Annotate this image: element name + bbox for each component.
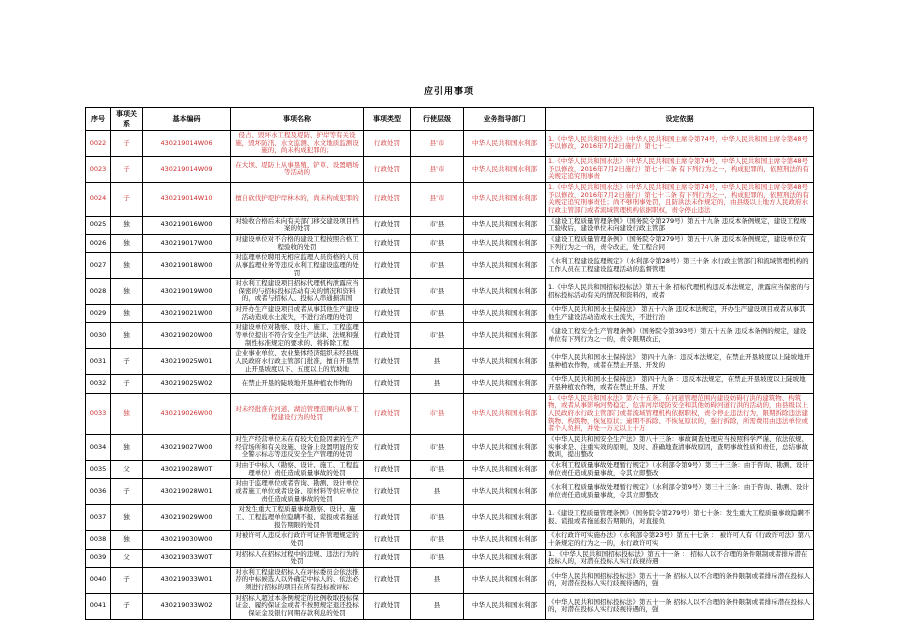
cell-type: 行政处罚 — [364, 305, 411, 323]
cell-level: 市'县 — [411, 531, 464, 549]
table-row — [86, 234, 814, 252]
cell-relation: 独 — [111, 305, 143, 323]
cell-type: 行政处罚 — [364, 375, 411, 393]
table-row — [86, 567, 814, 593]
cell-relation: 独 — [111, 323, 143, 349]
table-row — [86, 531, 814, 549]
cell-name: 对由于监理单位或者咨询、勘测、设计单位或者施工单位或者设备、原材料等供应单位责任造成质量事故的处罚 — [231, 479, 364, 505]
cell-relation: 子 — [111, 375, 143, 393]
cell-id: 0037 — [86, 505, 111, 531]
cell-dept: 中华人民共和国水利部 — [464, 279, 546, 305]
cell-relation: 独 — [111, 253, 143, 279]
cell-dept: 中华人民共和国水利部 — [464, 393, 546, 434]
cell-type: 行政处罚 — [364, 505, 411, 531]
table-row — [86, 549, 814, 567]
cell-relation: 独 — [111, 279, 143, 305]
cell-id: 0028 — [86, 279, 111, 305]
cell-id: 0030 — [86, 323, 111, 349]
cell-code: 430219033W01 — [143, 567, 231, 593]
cell-relation: 子 — [111, 131, 143, 157]
cell-basis: 《水利工程质量事故处理暂行规定》（水利部令第9号）第三十三条：由于咨询、勘测、设计单位责任造成质量事故，令其立即整改 — [546, 479, 814, 505]
cell-basis: 1.《中华人民共和国招标投标法》第五十条 招标代理机构违反本法规定，泄露应当保密的与招标投标活动有关的情况和资料的，或者 — [546, 279, 814, 305]
cell-relation: 独 — [111, 531, 143, 549]
cell-level: 县 — [411, 375, 464, 393]
cell-level: 县'市 — [411, 131, 464, 157]
cell-basis: 《建设工程质量管理条例》（国务院令第279号）第五十八条 违反本条例规定，建设单位有下列行为之一的，责令改正，处工程合同 — [546, 234, 814, 252]
cell-id: 0027 — [86, 253, 111, 279]
header-basis: 设定依据 — [546, 108, 814, 131]
cell-dept: 中华人民共和国水利部 — [464, 593, 546, 619]
cell-type: 行政处罚 — [364, 131, 411, 157]
cell-name: 对水利工程建设项目招标代理机构泄露应当保密的与招标投标活动有关的情况和资料的，或者与招标人、投标人串通损害国 — [231, 279, 364, 305]
table-row — [86, 505, 814, 531]
cell-code: 430219025W02 — [143, 375, 231, 393]
cell-level: 市'县 — [411, 434, 464, 460]
cell-basis: 《中华人民共和国招标投标法》第五十一条 招标人以不合理的条件限制或者排斥潜在投标人的，对潜在投标人实行歧视待遇的，强 — [546, 593, 814, 619]
cell-level: 市'县 — [411, 216, 464, 234]
cell-level: 县 — [411, 593, 464, 619]
cell-basis: 《中华人民共和国安全生产法》第八十三条：事故调查处理应当按照科学严谨、依法依规、实事求是、注重实效的原则，及时、准确地查清事故原因，查明事故性质和责任，总结事故教训，提出整改 — [546, 434, 814, 460]
cell-level: 县 — [411, 567, 464, 593]
cell-level: 市'县 — [411, 460, 464, 478]
cell-relation: 子 — [111, 593, 143, 619]
cell-dept: 中华人民共和国水利部 — [464, 323, 546, 349]
cell-basis: 《中华人民共和国水土保持法》 第四十九条 ：违反本法规定，在禁止开垦坡度以上陡坡地开垦种植农作物，或者在禁止开垦、开发 — [546, 375, 814, 393]
cell-type: 行政处罚 — [364, 549, 411, 567]
cell-code: 430219014W06 — [143, 131, 231, 157]
table-row — [86, 279, 814, 305]
cell-code: 430219020W00 — [143, 323, 231, 349]
table-body — [86, 131, 814, 620]
header-type: 事项类型 — [364, 108, 411, 131]
cell-code: 430219016W00 — [143, 216, 231, 234]
cell-name: 对由于中标人（勘察、设计、施工、工程监理单位）责任造成质量事故的处罚 — [231, 460, 364, 478]
cell-dept: 中华人民共和国水利部 — [464, 479, 546, 505]
cell-id: 0041 — [86, 593, 111, 619]
cell-id: 0025 — [86, 216, 111, 234]
cell-level: 县 — [411, 479, 464, 505]
table-row — [86, 323, 814, 349]
cell-relation: 子 — [111, 349, 143, 375]
cell-basis: 《水行政许可实施办法》（水利部令第23号）第五十七条 ： 被许可人有《行政许可法》第八十条规定的行为之一的，水行政许可实 — [546, 531, 814, 549]
cell-relation: 子 — [111, 182, 143, 216]
cell-basis: 《水利工程建设监理规定》（水利部令第28号）第三十条 水行政主管部门和流域管理机构的工作人员在工程建设监理活动的监督管理 — [546, 253, 814, 279]
header-name: 事项名称 — [231, 108, 364, 131]
cell-code: 430219018W00 — [143, 253, 231, 279]
cell-level: 县'市 — [411, 182, 464, 216]
cell-level: 市'县 — [411, 234, 464, 252]
cell-level: 市'县 — [411, 305, 464, 323]
cell-name: 对未经批准在河道、湖泊管理范围内从事工程建设行为的处罚 — [231, 393, 364, 434]
cell-id: 0040 — [86, 567, 111, 593]
cell-name: 在禁止开垦的陡坡地开垦种植农作物的 — [231, 375, 364, 393]
cell-relation: 子 — [111, 567, 143, 593]
table-row — [86, 434, 814, 460]
cell-type: 行政处罚 — [364, 234, 411, 252]
items-table — [85, 107, 814, 620]
cell-basis: 1. 《中华人民共和国招标投标法》第五十一条 ： 招标人以不合理的条件限制或者排斥潜在投标人的，对潜在投标人实行歧视待遇 — [546, 549, 814, 567]
cell-dept: 中华人民共和国水利部 — [464, 349, 546, 375]
header-level: 行使层级 — [411, 108, 464, 131]
cell-level: 市'县 — [411, 279, 464, 305]
cell-type: 行政处罚 — [364, 216, 411, 234]
cell-id: 0031 — [86, 349, 111, 375]
table-row — [86, 593, 814, 619]
cell-code: 430219021W00 — [143, 305, 231, 323]
cell-relation: 父 — [111, 460, 143, 478]
cell-type: 行政处罚 — [364, 253, 411, 279]
cell-type: 行政处罚 — [364, 531, 411, 549]
table-row — [86, 460, 814, 478]
cell-code: 430219033W02 — [143, 593, 231, 619]
cell-type: 行政处罚 — [364, 593, 411, 619]
cell-code: 430219028W01 — [143, 479, 231, 505]
cell-level: 市'县 — [411, 393, 464, 434]
cell-basis: 1.《建设工程质量管理条例》（国务院令第279号）第七十条：发生重大工程质量事故隐瞒不报、谎报或者拖延报告期限的，对直接负 — [546, 505, 814, 531]
cell-name: 侵占、毁坏水工程及堤防、护岸等有关设施，毁坏防汛、水文监测、水文地质监测设施的，尚未构成犯罪的； — [231, 131, 364, 157]
cell-code: 430219019W00 — [143, 279, 231, 305]
cell-id: 0023 — [86, 156, 111, 182]
cell-relation: 独 — [111, 234, 143, 252]
cell-relation: 独 — [111, 216, 143, 234]
table-row — [86, 216, 814, 234]
table-row — [86, 131, 814, 157]
cell-dept: 中华人民共和国水利部 — [464, 156, 546, 182]
cell-id: 0035 — [86, 460, 111, 478]
cell-code: 430219014W10 — [143, 182, 231, 216]
table-row — [86, 479, 814, 505]
cell-code: 430219014W09 — [143, 156, 231, 182]
cell-dept: 中华人民共和国水利部 — [464, 253, 546, 279]
cell-id: 0029 — [86, 305, 111, 323]
cell-dept: 中华人民共和国水利部 — [464, 531, 546, 549]
cell-name: 对发生重大工程质量事故勘察、设计、施工、工程监理单位隐瞒不报、谎报或者拖延报告期限的处罚 — [231, 505, 364, 531]
cell-relation: 独 — [111, 393, 143, 434]
cell-dept: 中华人民共和国水利部 — [464, 460, 546, 478]
cell-id: 0024 — [86, 182, 111, 216]
cell-id: 0026 — [86, 234, 111, 252]
cell-id: 0033 — [86, 393, 111, 434]
cell-name: 擅自砍伐护堤护岸林木的，尚未构成犯罪的 — [231, 182, 364, 216]
cell-code: 430219030W00 — [143, 531, 231, 549]
cell-basis: 《中华人民共和国水土保持法》 第四十九条：违反本法规定，在禁止开垦坡度以上陡坡地开垦种植农作物，或者在禁止开垦、开发的 — [546, 349, 814, 375]
cell-name: 对水利工程建设招标人在评标委员会依法推荐的中标候选人以外确定中标人的、依法必须进行招标的项目在所有投标被评标 — [231, 567, 364, 593]
cell-dept: 中华人民共和国水利部 — [464, 549, 546, 567]
cell-name: 对招标人在招标过程中的违规、违法行为的处罚 — [231, 549, 364, 567]
cell-dept: 中华人民共和国水利部 — [464, 182, 546, 216]
table-row — [86, 375, 814, 393]
header-code: 基本编码 — [143, 108, 231, 131]
cell-type: 行政处罚 — [364, 434, 411, 460]
cell-type: 行政处罚 — [364, 479, 411, 505]
table-row — [86, 305, 814, 323]
cell-basis: 《水利工程质量事故处理暂行规定》（水利部令第9号）第三十三条：由于咨询、勘测、设计单位责任造成质量事故，令其立即整改 — [546, 460, 814, 478]
cell-relation: 父 — [111, 549, 143, 567]
cell-code: 430219027W00 — [143, 434, 231, 460]
cell-name: 对被许可人违反水行政许可证件管理规定的处罚 — [231, 531, 364, 549]
cell-basis: 1.《中华人民共和国水法》第六十五条。在河道管理范围内建设妨碍行洪的建筑物、构筑物，或者从事影响河势稳定、危害河岸堤防安全和其他妨碍河道行洪的活动的，由县级以上人民政府水行政主管部门或者流域管理机构依据职权，责令停止违法行为，限期拆除违法建筑物、构筑物，恢复原状；逾期不拆除、不恢复原状的，强行拆除，所需费用由违法单位或者个人负担，并处一万元以上十万 — [546, 393, 814, 434]
cell-dept: 中华人民共和国水利部 — [464, 567, 546, 593]
cell-type: 行政处罚 — [364, 156, 411, 182]
cell-basis: 《中华人民共和国水土保持法》 第五十六条 违反本法规定，开办生产建设项目或者从事其他生产建设活动造成水土流失，不进行治 — [546, 305, 814, 323]
cell-relation: 子 — [111, 156, 143, 182]
cell-basis: 《建设工程安全生产管理条例》（国务院令第393号）第五十五条 违反本条例的规定，建设单位有下列行为之一的，责令限期改正， — [546, 323, 814, 349]
header-relation: 事项关系 — [111, 108, 143, 131]
page-title: 应引用事项 — [423, 87, 474, 97]
table-row — [86, 393, 814, 434]
cell-basis: 《中华人民共和国招标投标法》第五十一条 招标人以不合理的条件限制或者排斥潜在投标人的，对潜在投标人实行歧视待遇的，强 — [546, 567, 814, 593]
cell-id: 0036 — [86, 479, 111, 505]
cell-basis: 1.《中华人民共和国水法》（中华人民共和国主席令第74号，中华人民共和国主席令第48号予以修改，2016年7月2日施行）第七十二条 有下列行为之一，构成犯罪的，依照刑法的有关规定追究刑事责任；尚不够刑事处罚，且防洪法未作规定的，由县级以上地方人民政府水行政主管部门或者流域管理机构依据职权，责令停止违法 — [546, 182, 814, 216]
cell-level: 市'县 — [411, 549, 464, 567]
cell-id: 0034 — [86, 434, 111, 460]
cell-relation: 子 — [111, 479, 143, 505]
cell-relation: 独 — [111, 434, 143, 460]
cell-code: 430219028W0T — [143, 460, 231, 478]
cell-name: 对生产经营单位未在有较大危险因素的生产经营场所和有关设施、设备上设置明显的安全警示标志等违反安全生产管理的处罚 — [231, 434, 364, 460]
cell-dept: 中华人民共和国水利部 — [464, 131, 546, 157]
cell-name: 对开办生产建设项目或者从事其他生产建设活动造成水土流失，不进行治理的处罚 — [231, 305, 364, 323]
cell-name: 对建设单位对勘察、设计、施工、工程监理等单位提出不符合安全生产法律、法规和强制性标准规定的要求的、将拆除工程 — [231, 323, 364, 349]
cell-dept: 中华人民共和国水利部 — [464, 234, 546, 252]
table-header-row — [86, 108, 814, 131]
cell-id: 0022 — [86, 131, 111, 157]
cell-code: 430219026W00 — [143, 393, 231, 434]
cell-name: 企业事业单位、农业集体经济组织未经县级人民政府水行政主管部门批准，擅自开垦禁止开垦坡度以下、五度以上的荒坡地 — [231, 349, 364, 375]
header-dept: 业务指导部门 — [464, 108, 546, 131]
cell-level: 市'县 — [411, 323, 464, 349]
table-row — [86, 182, 814, 216]
cell-code: 430219017W00 — [143, 234, 231, 252]
table-row — [86, 253, 814, 279]
cell-name: 在大坝、堤防上从事垦殖、铲草、设置晒场等活动的 — [231, 156, 364, 182]
cell-id: 0032 — [86, 375, 111, 393]
cell-dept: 中华人民共和国水利部 — [464, 434, 546, 460]
cell-dept: 中华人民共和国水利部 — [464, 305, 546, 323]
cell-id: 0039 — [86, 549, 111, 567]
header-id: 序号 — [86, 108, 111, 131]
cell-code: 430219033W0T — [143, 549, 231, 567]
cell-type: 行政处罚 — [364, 182, 411, 216]
cell-level: 县'市 — [411, 156, 464, 182]
cell-name: 对建设单位对不合格的建设工程按照合格工程验收的处罚 — [231, 234, 364, 252]
cell-name: 对验收合格后未向有关部门移交建设项目档案的处罚 — [231, 216, 364, 234]
cell-name: 对监理单位聘用无相应监理人员资格的人员从事监理业务等违反水利工程建设监理的处罚 — [231, 253, 364, 279]
cell-dept: 中华人民共和国水利部 — [464, 375, 546, 393]
cell-type: 行政处罚 — [364, 460, 411, 478]
cell-level: 县 — [411, 349, 464, 375]
cell-level: 市'县 — [411, 505, 464, 531]
cell-dept: 中华人民共和国水利部 — [464, 216, 546, 234]
cell-basis: 1.《中华人民共和国水法》（中华人民共和国主席令第74号，中华人民共和国主席令第48号予以修改，2016年7月2日施行）第七十二条 有下列行为之一，构成犯罪的，依照刑法的有关规定追究刑事责 — [546, 156, 814, 182]
cell-type: 行政处罚 — [364, 393, 411, 434]
cell-dept: 中华人民共和国水利部 — [464, 505, 546, 531]
cell-relation: 独 — [111, 505, 143, 531]
cell-type: 行政处罚 — [364, 567, 411, 593]
cell-name: 对招标人超过本条例规定的比例收取投标保证金、履约保证金或者不按照规定退还投标保证金及银行同期存款利息的处罚 — [231, 593, 364, 619]
cell-code: 430219029W00 — [143, 505, 231, 531]
table-row — [86, 349, 814, 375]
table-row — [86, 156, 814, 182]
cell-code: 430219025W01 — [143, 349, 231, 375]
cell-type: 行政处罚 — [364, 349, 411, 375]
cell-id: 0038 — [86, 531, 111, 549]
cell-level: 市'县 — [411, 253, 464, 279]
cell-type: 行政处罚 — [364, 323, 411, 349]
cell-basis: 1.《中华人民共和国水法》（中华人民共和国主席令第74号，中华人民共和国主席令第48号予以修改，2016年7月2日施行）第七十二 — [546, 131, 814, 157]
cell-basis: 《建设工程质量管理条例》（国务院令第279号）第五十九条 违反本条例规定，建设工程竣工验收后，建设单位未向建设行政主管部 — [546, 216, 814, 234]
cell-type: 行政处罚 — [364, 279, 411, 305]
